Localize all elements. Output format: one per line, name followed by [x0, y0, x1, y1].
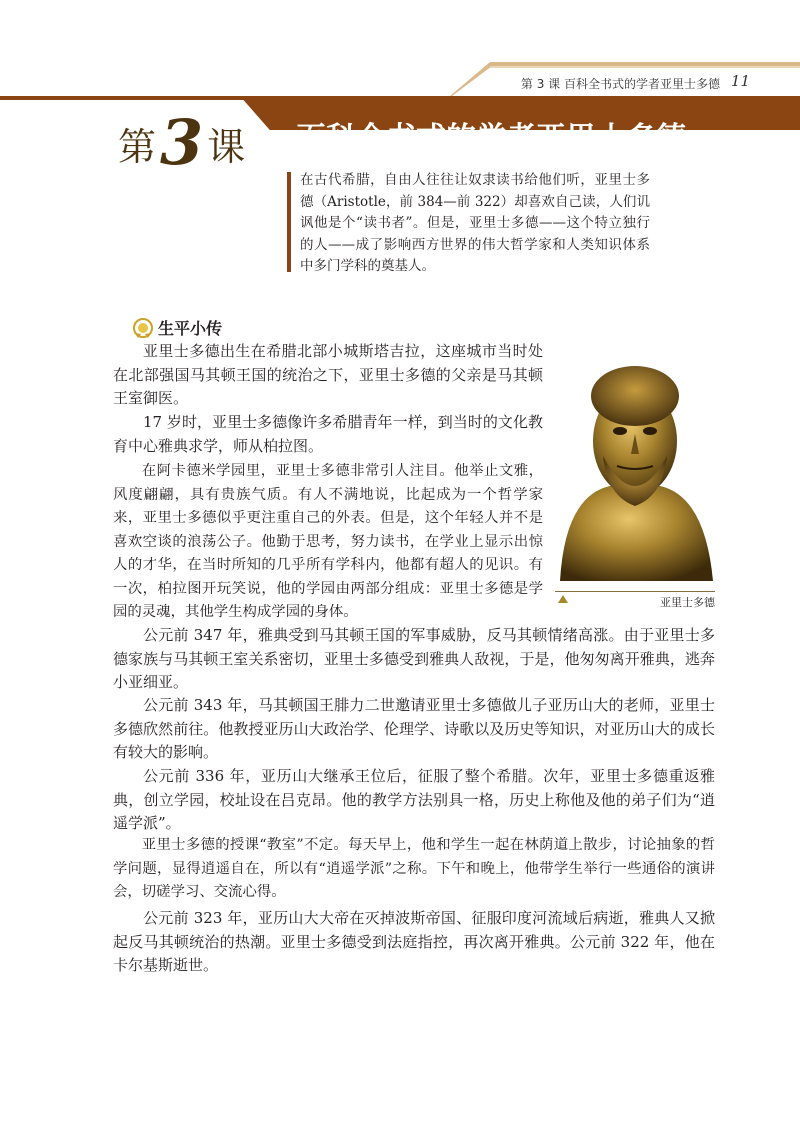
lesson-prefix: 第: [118, 125, 157, 169]
section-heading-label: 生平小传: [158, 319, 223, 338]
paragraph-academy: 在阿卡德米学园里，亚里士多德非常引人注目。他举止文雅，风度翩翩，具有贵族气质。有人不满地说，比起成为一个哲学家来，亚里士多德似乎更注重自己的外表。但是，这个年轻人并不是喜欢空谈的浪荡公子。他勤于思考，努力读书，在学业上显示出惊人的才华，在当时所知的几乎所有学科内，他都有超人的见识。有一次，柏拉图开玩笑说，他的学园由两部分组成：亚里士多德是学园的灵魂，其他学生构成学园的身体。: [113, 463, 543, 620]
lesson-number: [118, 106, 246, 179]
paragraph-teaching: 亚里士多德的授课“教室”不定。每天早上，他和学生一起在林荫道上散步，讨论抽象的哲学问题，显得逍遥自在，所以有“逍遥学派”之称。下午和晚上，他带学生举行一些通俗的演讲会，切磋学习、交流心得。: [113, 837, 715, 900]
page-number: 11: [730, 72, 750, 90]
lesson-title: 百科全书式的学者亚里士多德: [296, 121, 686, 156]
intro-text: 在古代希腊，自由人往往让奴隶读书给他们听，亚里士多德（Aristotle，前 384—前 322）却喜欢自己读，人们讥讽他是个“读书者”。但是，亚里士多德——这个特立独行的人——成了影响西方世界的伟大哲学家和人类知识体系中多门学科的奠基人。: [300, 172, 650, 274]
paragraph-birth: 亚里士多德出生在希腊北部小城斯塔吉拉，这座城市当时处在北部强国马其顿王国的统治之下，亚里士多德的父亲是马其顿王室御医。: [113, 342, 543, 407]
figure-caption-rule: [555, 591, 715, 592]
paragraph-347bc: 公元前 347 年，雅典受到马其顿王国的军事威胁，反马其顿情绪高涨。由于亚里士多德家族与马其顿王室关系密切，亚里士多德受到雅典人敌视，于是，他匆匆离开雅典，逃奔小亚细亚。: [113, 626, 715, 691]
paragraph-336bc: 公元前 336 年，亚历山大继承王位后，征服了整个希腊。次年，亚里士多德重返雅典，创立学园，校址设在吕克昂。他的教学方法别具一格，历史上称他及他的弟子们为“逍遥学派”。: [113, 767, 715, 832]
intro-accent-bar: [287, 172, 291, 272]
running-head: 第 3 课 百科全书式的学者亚里士多德: [520, 77, 720, 91]
paragraph-343bc: 公元前 343 年，马其顿国王腓力二世邀请亚里士多德做儿子亚历山大的老师，亚里士多德欣然前往。他教授亚历山大政治学、伦理学、诗歌以及历史等知识，对亚历山大的成长有较大的影响。: [113, 696, 715, 761]
section-heading: [132, 316, 222, 339]
paragraph-323bc: 公元前 323 年，亚历山大大帝在灭掉波斯帝国、征服印度河流域后病逝，雅典人又掀起反马其顿统治的热潮。亚里士多德受到法庭指控，再次离开雅典。公元前 322 年，他在卡尔基斯逝世。: [113, 909, 715, 974]
rosette-icon: [132, 317, 154, 339]
lesson-number-digit: 3: [160, 106, 204, 179]
paragraph-study: 17 岁时，亚里士多德像许多希腊青年一样，到当时的文化教育中心雅典求学，师从柏拉图。: [113, 413, 543, 455]
aristotle-bust-image: [555, 346, 715, 608]
figure-caption: 亚里士多德: [660, 596, 715, 609]
page-header-graphic: [0, 0, 800, 130]
triangle-icon: [558, 595, 568, 603]
lesson-suffix: 课: [207, 125, 246, 169]
